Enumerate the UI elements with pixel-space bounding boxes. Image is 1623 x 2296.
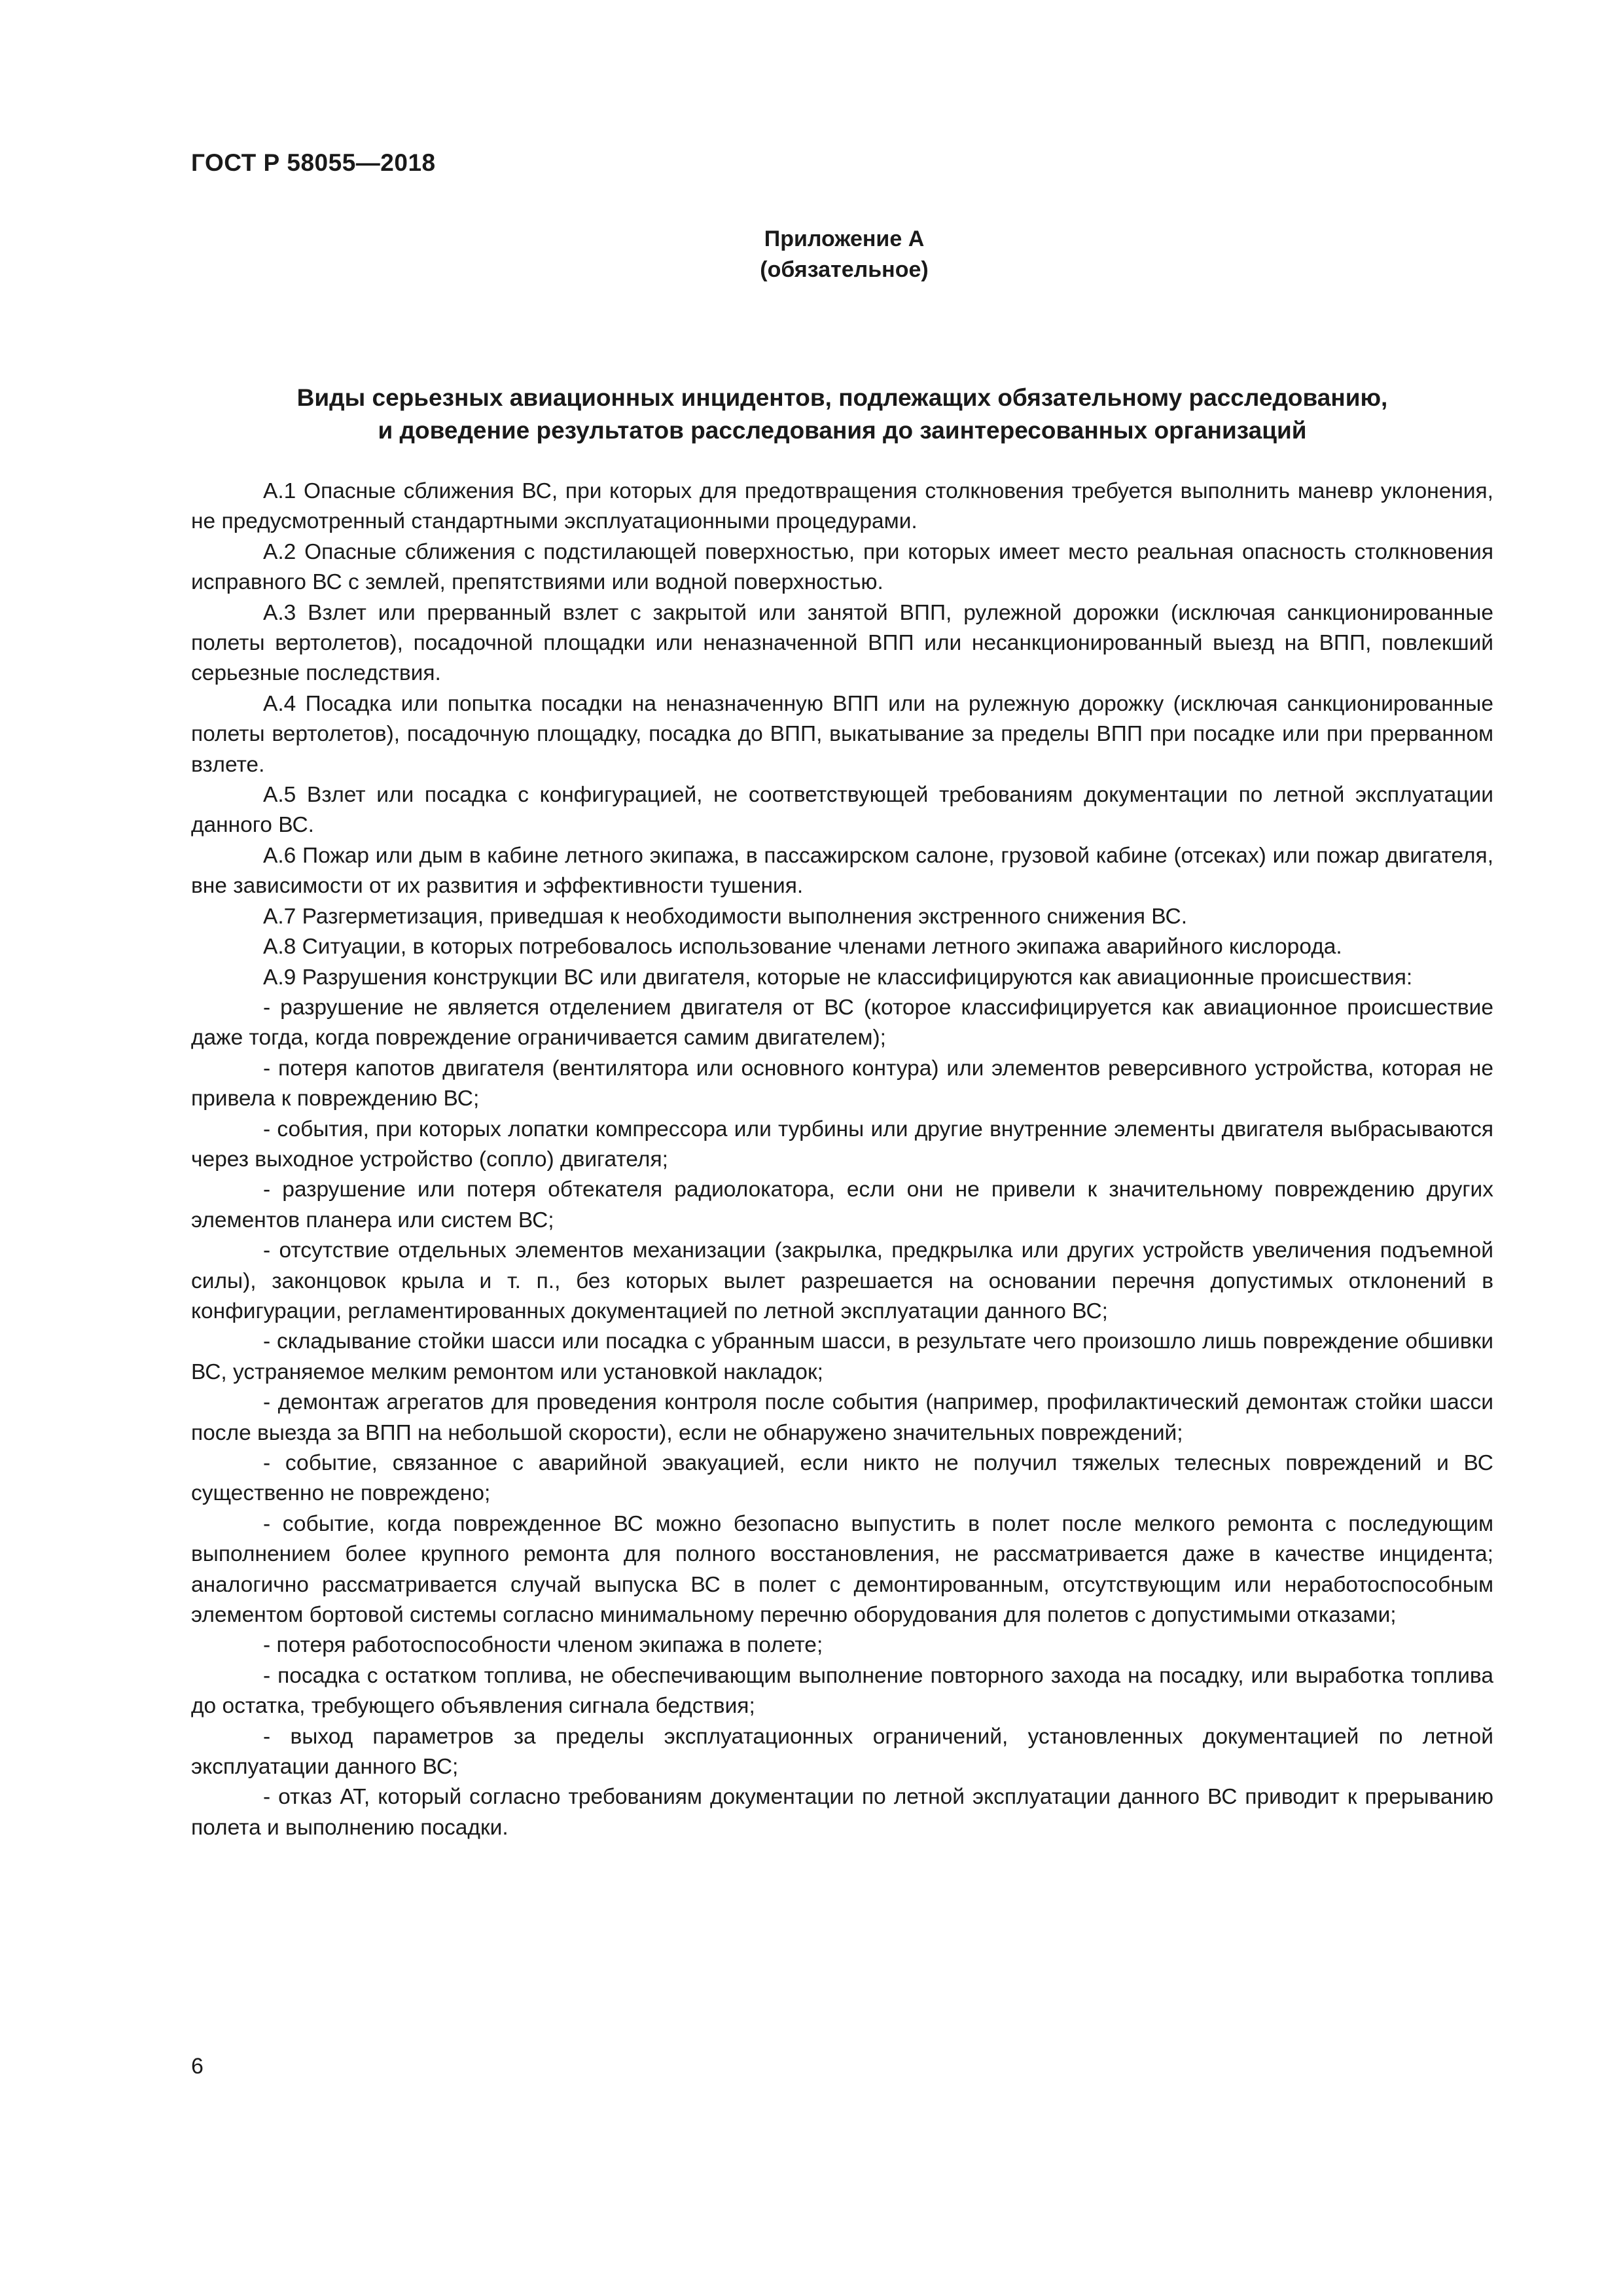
list-item: - демонтаж агрегатов для проведения контроля после события (например, профилактический демонтаж стойки шасси после выезда за ВПП на небольшой скорости), если не обнаружено значительных повреждений; [191,1390,1493,1445]
list-item: - разрушение не является отделением двигателя от ВС (которое классифицируется как авиационное происшествие даже тогда, когда повреждение ограничивается самим двигателем); [191,995,1493,1050]
section-heading-line-2: и доведение результатов расследования до заинтересованных организаций [378,417,1307,444]
paragraph-a8: А.8 Ситуации, в которых потребовалось использование членами летного экипажа аварийного кислорода. [263,935,1342,960]
list-item: - событие, когда поврежденное ВС можно безопасно выпустить в полет после мелкого ремонта с последующим выполнением более крупного ремонта для полного восстановления, не рассматривается даже в качестве инцидента; аналогично рассматривается случай выпуска ВС в полет с демонтированным, отсутствующим или неработоспособным элементом бортовой системы согласно минимальному перечню оборудования для полетов с допустимыми отказами; [191,1511,1493,1628]
list-item: - потеря работоспособности членом экипажа в полете; [263,1633,823,1658]
paragraph-a6: А.6 Пожар или дым в кабине летного экипажа, в пассажирском салоне, грузовой кабине (отсеках) или пожар двигателя, вне зависимости от их развития и эффективности тушения. [191,843,1493,899]
list-item: - отказ АТ, который согласно требованиям документации по летной эксплуатации данного ВС приводит к прерыванию полета и выполнению посадки. [191,1785,1493,1840]
document-code: ГОСТ Р 58055—2018 [191,149,436,176]
appendix-title: Приложение А [764,226,925,251]
list-item: - событие, связанное с аварийной эвакуацией, если никто не получил тяжелых телесных повреждений и ВС существенно не повреждено; [191,1451,1493,1506]
list-item: - отсутствие отдельных элементов механизации (закрылка, предкрылка или других устройств увеличения подъемной силы), законцовок крыла и т. п., без которых вылет разрешается на основании перечня допустимых отклонений в конфигурации, регламентированных документацией по летной эксплуатации данного ВС; [191,1238,1493,1323]
list-item: - разрушение или потеря обтекателя радиолокатора, если они не привели к значительному повреждению других элементов планера или систем ВС; [191,1177,1493,1232]
section-heading [191,382,1493,447]
document-body [191,476,1493,1843]
list-item: - складывание стойки шасси или посадка с убранным шасси, в результате чего произошло лишь повреждение обшивки ВС, устраняемое мелким ремонтом или установкой накладок; [191,1329,1493,1384]
list-item: - события, при которых лопатки компрессора или турбины или другие внутренние элементы двигателя выбрасываются через выходное устройство (сопло) двигателя; [191,1117,1493,1172]
appendix-block [0,224,1623,285]
page-number: 6 [191,2054,204,2079]
paragraph-a7: А.7 Разгерметизация, приведшая к необходимости выполнения экстренного снижения ВС. [263,904,1188,929]
list-item: - посадка с остатком топлива, не обеспечивающим выполнение повторного захода на посадку, или выработка топлива до остатка, требующего объявления сигнала бедствия; [191,1663,1493,1719]
paragraph-a3: А.3 Взлет или прерванный взлет с закрытой или занятой ВПП, рулежной дорожки (исключая санкционированные полеты вертолетов), посадочной площадки или неназначенной ВПП или несанкционированный выезд на ВПП, повлекший серьезные последствия. [191,600,1493,686]
paragraph-a1: А.1 Опасные сближения ВС, при которых для предотвращения столкновения требуется выполнить маневр уклонения, не предусмотренный стандартными эксплуатационными процедурами. [191,479,1493,534]
appendix-status: (обязательное) [760,257,929,282]
paragraph-a9: А.9 Разрушения конструкции ВС или двигателя, которые не классифицируются как авиационные происшествия: [263,965,1413,990]
paragraph-a2: А.2 Опасные сближения с подстилающей поверхностью, при которых имеет место реальная опасность столкновения исправного ВС с землей, препятствиями или водной поверхностью. [191,539,1493,595]
list-item: - выход параметров за пределы эксплуатационных ограничений, установленных документацией по летной эксплуатации данного ВС; [191,1724,1493,1780]
list-item: - потеря капотов двигателя (вентилятора или основного контура) или элементов реверсивного устройства, которая не привела к повреждению ВС; [191,1056,1493,1111]
paragraph-a5: А.5 Взлет или посадка с конфигурацией, не соответствующей требованиям документации по летной эксплуатации данного ВС. [191,783,1493,838]
section-heading-line-1: Виды серьезных авиационных инцидентов, подлежащих обязательному расследованию, [296,384,1388,411]
paragraph-a4: А.4 Посадка или попытка посадки на неназначенную ВПП или на рулежную дорожку (исключая санкционированные полеты вертолетов), посадочную площадку, посадка до ВПП, выкатывание за пределы ВПП при посадке или при прерванном взлете. [191,691,1493,777]
